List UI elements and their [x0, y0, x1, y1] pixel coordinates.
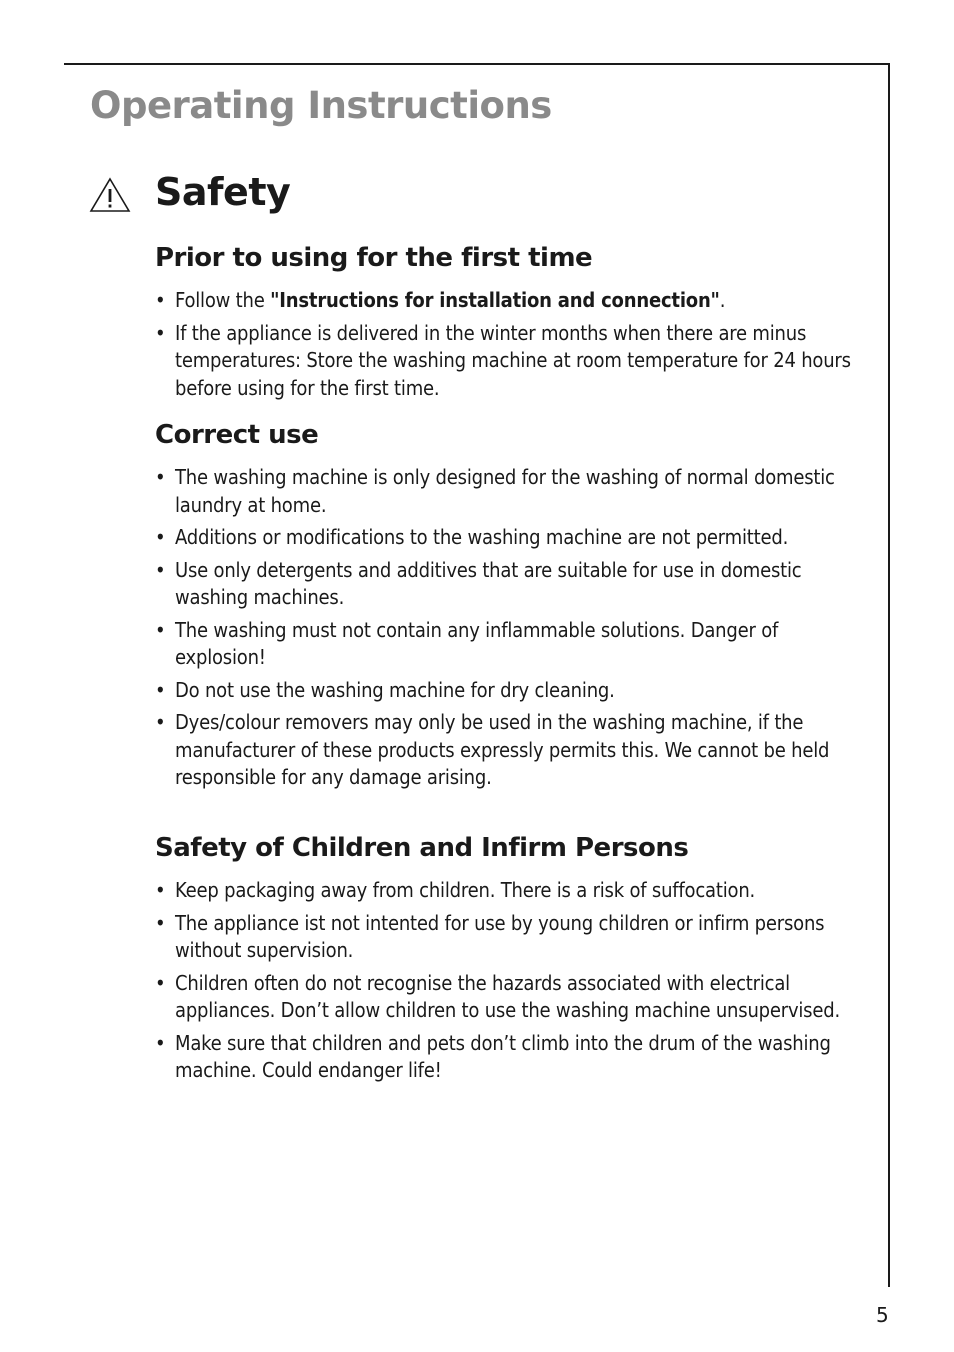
bullet: •: [155, 617, 166, 642]
section-first-use: [155, 241, 867, 407]
list-item: [155, 970, 867, 1025]
bullet-list: [155, 287, 867, 402]
list-item: [155, 877, 867, 905]
item-text: Use only detergents and additives that are suitable for use in domestic washing machines.: [175, 557, 802, 609]
page-number: 5: [876, 1303, 889, 1327]
bullet: •: [155, 288, 166, 312]
item-text: Children often do not recognise the hazards associated with electrical appliances. Don’t allow children to use the washing machine unsupervised.: [175, 970, 840, 1022]
item-text: The washing machine is only designed for the washing of normal domestic laundry at home.: [175, 465, 835, 517]
bullet-list: [155, 464, 867, 792]
item-text: Do not use the washing machine for dry cleaning.: [175, 677, 615, 702]
list-item: [155, 910, 867, 965]
bullet: •: [155, 1030, 166, 1055]
bullet: •: [155, 525, 166, 549]
list-item: [155, 677, 867, 705]
bullet: •: [155, 910, 166, 935]
item-text-post: .: [719, 288, 726, 312]
item-text: If the appliance is delivered in the winter months when there are minus temperatures: Store the washing machine at room temperature for 24 hours before using for the first time.: [175, 320, 851, 400]
bullet-list: [155, 877, 867, 1085]
section-heading: Correct use: [155, 420, 319, 450]
bullet: •: [155, 970, 166, 995]
item-text: The appliance ist not intented for use by young children or infirm persons without supervision.: [175, 910, 825, 962]
list-item: [155, 287, 867, 315]
page-header-title: Operating Instructions: [90, 84, 552, 127]
bullet: •: [155, 465, 166, 489]
list-item: [155, 524, 867, 552]
list-item: [155, 617, 867, 672]
warning-triangle-icon: [89, 177, 131, 213]
item-text: Additions or modifications to the washing machine are not permitted.: [175, 525, 789, 549]
bullet: •: [155, 878, 166, 902]
item-text: Dyes/colour removers may only be used in the washing machine, if the manufacturer of these products expressly permits this. We cannot be held responsible for any damage arising.: [175, 710, 830, 789]
bullet: •: [155, 710, 166, 734]
bullet: •: [155, 677, 166, 702]
item-text: The washing must not contain any inflammable solutions. Danger of explosion!: [175, 617, 779, 669]
bullet: •: [155, 320, 166, 345]
safety-title: Safety: [155, 170, 291, 214]
list-item: [155, 320, 867, 403]
list-item: [155, 709, 867, 792]
section-children-safety: [155, 831, 867, 1090]
section-heading: Prior to using for the first time: [155, 243, 593, 273]
section-heading: Safety of Children and Infirm Persons: [155, 833, 689, 863]
section-correct-use: [155, 418, 867, 797]
list-item: [155, 1030, 867, 1085]
right-rule: [888, 63, 890, 1287]
top-rule: [64, 63, 890, 65]
item-text-bold: "Instructions for installation and connection": [270, 288, 720, 312]
list-item: [155, 464, 867, 519]
item-text: Keep packaging away from children. There is a risk of suffocation.: [175, 878, 756, 902]
item-text-pre: Follow the: [175, 288, 271, 312]
item-text: Make sure that children and pets don’t climb into the drum of the washing machine. Could endanger life!: [175, 1030, 831, 1082]
list-item: [155, 557, 867, 612]
bullet: •: [155, 557, 166, 582]
